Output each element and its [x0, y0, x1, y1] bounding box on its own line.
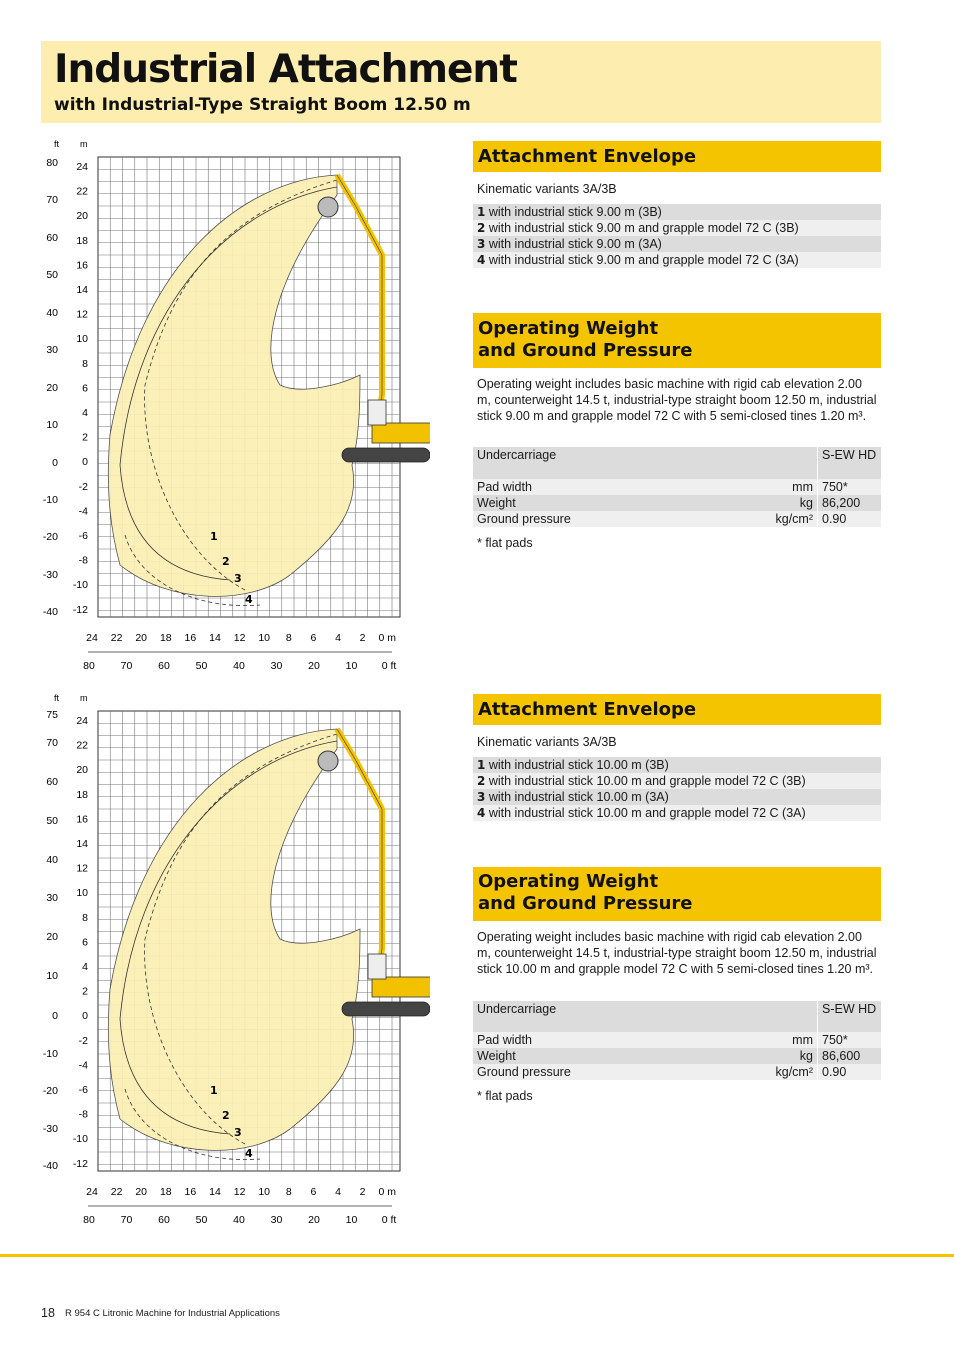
- y-tick-ft: 30: [46, 344, 58, 356]
- y-tick-m: 16: [76, 813, 88, 826]
- x-tick-m: 0 m: [378, 632, 396, 644]
- row-unit: kg/cm²: [775, 1065, 813, 1079]
- variant-number: 3: [477, 237, 486, 251]
- curve-label: 3: [234, 572, 242, 585]
- grapple-icon: [318, 751, 338, 771]
- y-tick-ft: -40: [42, 1160, 58, 1172]
- x-tick-m: 2: [359, 1186, 366, 1198]
- attachment-envelope-chart-2: [30, 689, 430, 1234]
- x-tick-m: 24: [86, 632, 98, 644]
- variant-row: [473, 252, 881, 268]
- heading-line-2: and Ground Pressure: [478, 340, 693, 361]
- row-value: 86,200: [822, 496, 861, 510]
- x-tick-m: 10: [258, 632, 271, 644]
- x-tick-ft: 50: [195, 1214, 208, 1226]
- m-unit-label: m: [80, 693, 88, 703]
- x-tick-m: 24: [86, 1186, 98, 1198]
- variant-text: with industrial stick 10.00 m and grapple model 72 C (3B): [488, 774, 806, 788]
- y-tick-m: 8: [82, 911, 88, 924]
- footer-text: R 954 C Litronic Machine for Industrial Applications: [65, 1308, 280, 1319]
- column-divider: [817, 1064, 818, 1080]
- x-tick-ft: 60: [158, 1214, 170, 1226]
- row-label: Weight: [477, 1049, 516, 1063]
- y-tick-ft: 70: [46, 194, 58, 206]
- undercarriage-header-row: [473, 447, 881, 479]
- machine-cab: [368, 954, 386, 979]
- y-tick-m: -8: [78, 1108, 88, 1121]
- variant-number: 4: [477, 253, 486, 267]
- row-value: 750*: [822, 480, 848, 494]
- y-tick-m: -8: [78, 554, 88, 567]
- operating-weight-description: Operating weight includes basic machine with rigid cab elevation 2.00 m, counterweight 14.5 t, industrial-type straight boom 12.50 m, industrial stick 10.00 m and grapple model 72 C with 5 semi-closed tines 1.20 m³.: [477, 930, 877, 976]
- y-tick-m: -2: [78, 480, 88, 493]
- y-tick-m: 22: [76, 185, 88, 198]
- x-tick-ft: 10: [345, 1214, 358, 1226]
- x-tick-m: 16: [184, 1186, 197, 1198]
- x-tick-ft: 20: [308, 1214, 320, 1226]
- curve-label: 1: [210, 1084, 218, 1097]
- y-axis-ticks: [43, 709, 88, 1172]
- x-tick-ft: 10: [345, 660, 358, 672]
- y-tick-ft: 80: [46, 157, 58, 169]
- y-tick-m: -10: [72, 1133, 88, 1146]
- column-divider: [817, 495, 818, 511]
- envelope-diagram-2: [30, 689, 430, 1234]
- x-tick-m: 22: [110, 1186, 123, 1198]
- footnote: * flat pads: [477, 1089, 533, 1103]
- y-tick-m: -10: [72, 579, 88, 592]
- x-tick-m: 14: [209, 632, 221, 644]
- variant-list-1: [473, 204, 881, 268]
- row-unit: mm: [792, 480, 813, 494]
- x-tick-m: 8: [285, 632, 292, 644]
- table-row: [473, 1032, 881, 1048]
- y-tick-m: 0: [82, 1010, 88, 1023]
- curve-label: 2: [222, 1109, 230, 1122]
- y-tick-ft: 0: [52, 457, 58, 469]
- table-row: [473, 1064, 881, 1080]
- variant-row: [473, 805, 881, 821]
- curve-label: 4: [245, 1147, 253, 1160]
- y-tick-m: 20: [76, 210, 88, 223]
- y-tick-m: -12: [72, 1157, 88, 1170]
- y-tick-m: -4: [78, 505, 88, 518]
- y-tick-m: 2: [82, 985, 88, 998]
- heading-line-2: and Ground Pressure: [478, 893, 693, 914]
- y-tick-ft: -20: [42, 531, 58, 543]
- variant-number: 3: [477, 790, 486, 804]
- variant-list-2: [473, 757, 881, 821]
- kinematic-variants-text: Kinematic variants 3A/3B: [477, 735, 617, 749]
- machine-cab: [368, 400, 386, 425]
- y-tick-m: 24: [76, 715, 88, 727]
- row-value: 0.90: [822, 512, 847, 526]
- attachment-envelope-heading-1: [473, 141, 881, 172]
- x-tick-ft: 0 ft: [381, 1214, 397, 1226]
- variant-text: with industrial stick 9.00 m (3B): [488, 205, 662, 219]
- x-tick-ft: 70: [120, 1214, 133, 1226]
- x-tick-m: 22: [110, 632, 123, 644]
- undercarriage-label: Undercarriage: [477, 448, 557, 462]
- x-tick-m: 20: [135, 632, 148, 644]
- row-label: Pad width: [477, 480, 532, 494]
- heading-text: Attachment Envelope: [478, 699, 697, 720]
- x-tick-ft: 40: [233, 1214, 245, 1226]
- curve-label: 1: [210, 530, 218, 543]
- y-tick-ft: 40: [46, 854, 58, 866]
- variant-number: 2: [477, 774, 486, 788]
- x-tick-ft: 30: [270, 1214, 283, 1226]
- ft-unit-label: ft: [54, 139, 60, 149]
- footer-divider: [0, 1254, 954, 1257]
- y-tick-ft: -40: [42, 606, 58, 618]
- y-tick-ft: -10: [42, 494, 58, 506]
- heading-text: Attachment Envelope: [478, 146, 697, 167]
- y-tick-m: 12: [76, 862, 88, 875]
- footnote: * flat pads: [477, 536, 533, 550]
- page-header: [41, 41, 881, 123]
- variant-row: [473, 220, 881, 236]
- x-tick-m: 12: [233, 1186, 246, 1198]
- variant-text: with industrial stick 10.00 m (3A): [488, 790, 669, 804]
- x-tick-m: 14: [209, 1186, 221, 1198]
- y-tick-m: 8: [82, 357, 88, 370]
- row-label: Ground pressure: [477, 512, 571, 526]
- row-unit: kg: [799, 496, 813, 510]
- y-tick-ft: 20: [46, 382, 58, 394]
- table-row: [473, 1048, 881, 1064]
- y-tick-ft: 10: [46, 419, 58, 431]
- curve-label: 3: [234, 1126, 242, 1139]
- envelope-diagram-1: [30, 135, 430, 680]
- y-tick-ft: 40: [46, 307, 58, 319]
- x-tick-ft: 80: [83, 1214, 95, 1226]
- y-tick-ft: 60: [46, 776, 58, 788]
- x-tick-ft: 80: [83, 660, 95, 672]
- y-tick-m: 16: [76, 259, 88, 272]
- row-value: 0.90: [822, 1065, 847, 1079]
- x-tick-ft: 70: [120, 660, 133, 672]
- y-tick-m: -6: [78, 1084, 88, 1096]
- heading-line-1: Operating Weight: [478, 871, 659, 892]
- y-tick-m: 6: [82, 936, 88, 949]
- machine-body: [372, 423, 430, 443]
- row-unit: kg: [799, 1049, 813, 1063]
- row-value: 86,600: [822, 1049, 861, 1063]
- y-tick-m: 4: [82, 961, 88, 973]
- column-divider: [817, 447, 818, 479]
- column-divider: [817, 1032, 818, 1048]
- attachment-envelope-heading-2: [473, 694, 881, 725]
- page-title: Industrial Attachment: [54, 47, 517, 92]
- table-row: [473, 479, 881, 495]
- operating-weight-description: Operating weight includes basic machine with rigid cab elevation 2.00 m, counterweight 14.5 t, industrial-type straight boom 12.50 m, industrial stick 9.00 m and grapple model 72 C with 5 semi-closed tines 1.20 m³.: [477, 377, 877, 423]
- y-tick-m: 24: [76, 161, 88, 173]
- variant-text: with industrial stick 9.00 m and grapple model 72 C (3B): [488, 221, 799, 235]
- x-tick-ft: 30: [270, 660, 283, 672]
- y-tick-m: -6: [78, 530, 88, 542]
- x-axis-ticks: [83, 632, 396, 672]
- curve-label: 4: [245, 593, 253, 606]
- variant-row: [473, 757, 881, 773]
- y-tick-ft: 10: [46, 970, 58, 982]
- y-tick-m: 0: [82, 456, 88, 469]
- undercarriage-value: S-EW HD: [822, 1002, 877, 1016]
- track-undercarriage: [342, 448, 430, 462]
- y-tick-m: 12: [76, 308, 88, 321]
- y-tick-m: 18: [76, 234, 88, 247]
- y-tick-ft: 50: [46, 815, 58, 827]
- y-tick-m: 20: [76, 764, 88, 777]
- m-unit-label: m: [80, 139, 88, 149]
- undercarriage-table-2: [473, 1001, 881, 1080]
- kinematic-variants-text: Kinematic variants 3A/3B: [477, 182, 617, 196]
- y-tick-m: 14: [76, 284, 88, 296]
- x-tick-ft: 50: [195, 660, 208, 672]
- variant-row: [473, 789, 881, 805]
- y-tick-ft: -30: [42, 569, 58, 581]
- x-tick-m: 12: [233, 632, 246, 644]
- y-tick-m: 2: [82, 431, 88, 444]
- y-tick-m: 22: [76, 739, 88, 752]
- variant-row: [473, 204, 881, 220]
- attachment-envelope-chart-1: [30, 135, 430, 680]
- y-tick-ft: 70: [46, 737, 58, 749]
- heading-line-1: Operating Weight: [478, 318, 659, 339]
- x-tick-ft: 0 ft: [381, 660, 397, 672]
- y-tick-m: 18: [76, 788, 88, 801]
- y-tick-ft: -20: [42, 1085, 58, 1097]
- y-tick-m: -2: [78, 1034, 88, 1047]
- column-divider: [817, 1048, 818, 1064]
- y-tick-ft: 75: [46, 709, 58, 721]
- x-tick-m: 6: [310, 632, 317, 644]
- y-tick-m: -4: [78, 1059, 88, 1072]
- x-tick-m: 4: [335, 632, 341, 644]
- x-tick-m: 6: [310, 1186, 317, 1198]
- row-unit: kg/cm²: [775, 512, 813, 526]
- x-tick-m: 2: [359, 632, 366, 644]
- y-tick-m: 6: [82, 382, 88, 395]
- x-tick-ft: 20: [308, 660, 320, 672]
- row-unit: mm: [792, 1033, 813, 1047]
- y-tick-ft: 20: [46, 931, 58, 943]
- table-row: [473, 511, 881, 527]
- row-label: Pad width: [477, 1033, 532, 1047]
- undercarriage-header-row: [473, 1001, 881, 1032]
- variant-text: with industrial stick 10.00 m and grapple model 72 C (3A): [488, 806, 806, 820]
- x-tick-m: 18: [159, 1186, 172, 1198]
- variant-number: 4: [477, 806, 486, 820]
- x-tick-ft: 60: [158, 660, 170, 672]
- operating-weight-heading-1: [473, 313, 881, 368]
- page-subtitle: with Industrial-Type Straight Boom 12.50 m: [54, 95, 471, 115]
- x-tick-m: 4: [335, 1186, 341, 1198]
- x-tick-m: 8: [285, 1186, 292, 1198]
- y-tick-ft: 50: [46, 269, 58, 281]
- x-tick-m: 18: [159, 632, 172, 644]
- operating-weight-heading-2: [473, 867, 881, 921]
- track-undercarriage: [342, 1002, 430, 1016]
- table-row: [473, 495, 881, 511]
- y-tick-ft: 30: [46, 892, 58, 904]
- y-tick-ft: -10: [42, 1048, 58, 1060]
- row-value: 750*: [822, 1033, 848, 1047]
- variant-number: 1: [477, 758, 486, 772]
- variant-text: with industrial stick 9.00 m and grapple model 72 C (3A): [488, 253, 799, 267]
- variant-text: with industrial stick 9.00 m (3A): [488, 237, 662, 251]
- column-divider: [817, 511, 818, 527]
- variant-row: [473, 773, 881, 789]
- x-tick-m: 10: [258, 1186, 271, 1198]
- variant-text: with industrial stick 10.00 m (3B): [488, 758, 669, 772]
- variant-row: [473, 236, 881, 252]
- grapple-icon: [318, 197, 338, 217]
- y-tick-ft: 0: [52, 1010, 58, 1022]
- variant-number: 2: [477, 221, 486, 235]
- variant-number: 1: [477, 205, 486, 219]
- undercarriage-label: Undercarriage: [477, 1002, 557, 1016]
- row-label: Ground pressure: [477, 1065, 571, 1079]
- x-tick-m: 0 m: [378, 1186, 396, 1198]
- y-tick-m: 10: [76, 333, 88, 346]
- page-number: 18: [41, 1306, 55, 1320]
- curve-label: 2: [222, 555, 230, 568]
- y-tick-m: 10: [76, 887, 88, 900]
- x-tick-m: 20: [135, 1186, 148, 1198]
- x-tick-m: 16: [184, 632, 197, 644]
- y-axis-ticks: [43, 157, 88, 618]
- undercarriage-value: S-EW HD: [822, 448, 877, 462]
- machine-body: [372, 977, 430, 997]
- y-tick-ft: 60: [46, 232, 58, 244]
- y-tick-m: -12: [72, 603, 88, 616]
- y-tick-m: 4: [82, 407, 88, 419]
- row-label: Weight: [477, 496, 516, 510]
- x-tick-ft: 40: [233, 660, 245, 672]
- column-divider: [817, 1001, 818, 1032]
- column-divider: [817, 479, 818, 495]
- y-tick-m: 14: [76, 838, 88, 850]
- x-axis-ticks: [83, 1186, 396, 1226]
- y-tick-ft: -30: [42, 1123, 58, 1135]
- ft-unit-label: ft: [54, 693, 60, 703]
- undercarriage-table-1: [473, 447, 881, 527]
